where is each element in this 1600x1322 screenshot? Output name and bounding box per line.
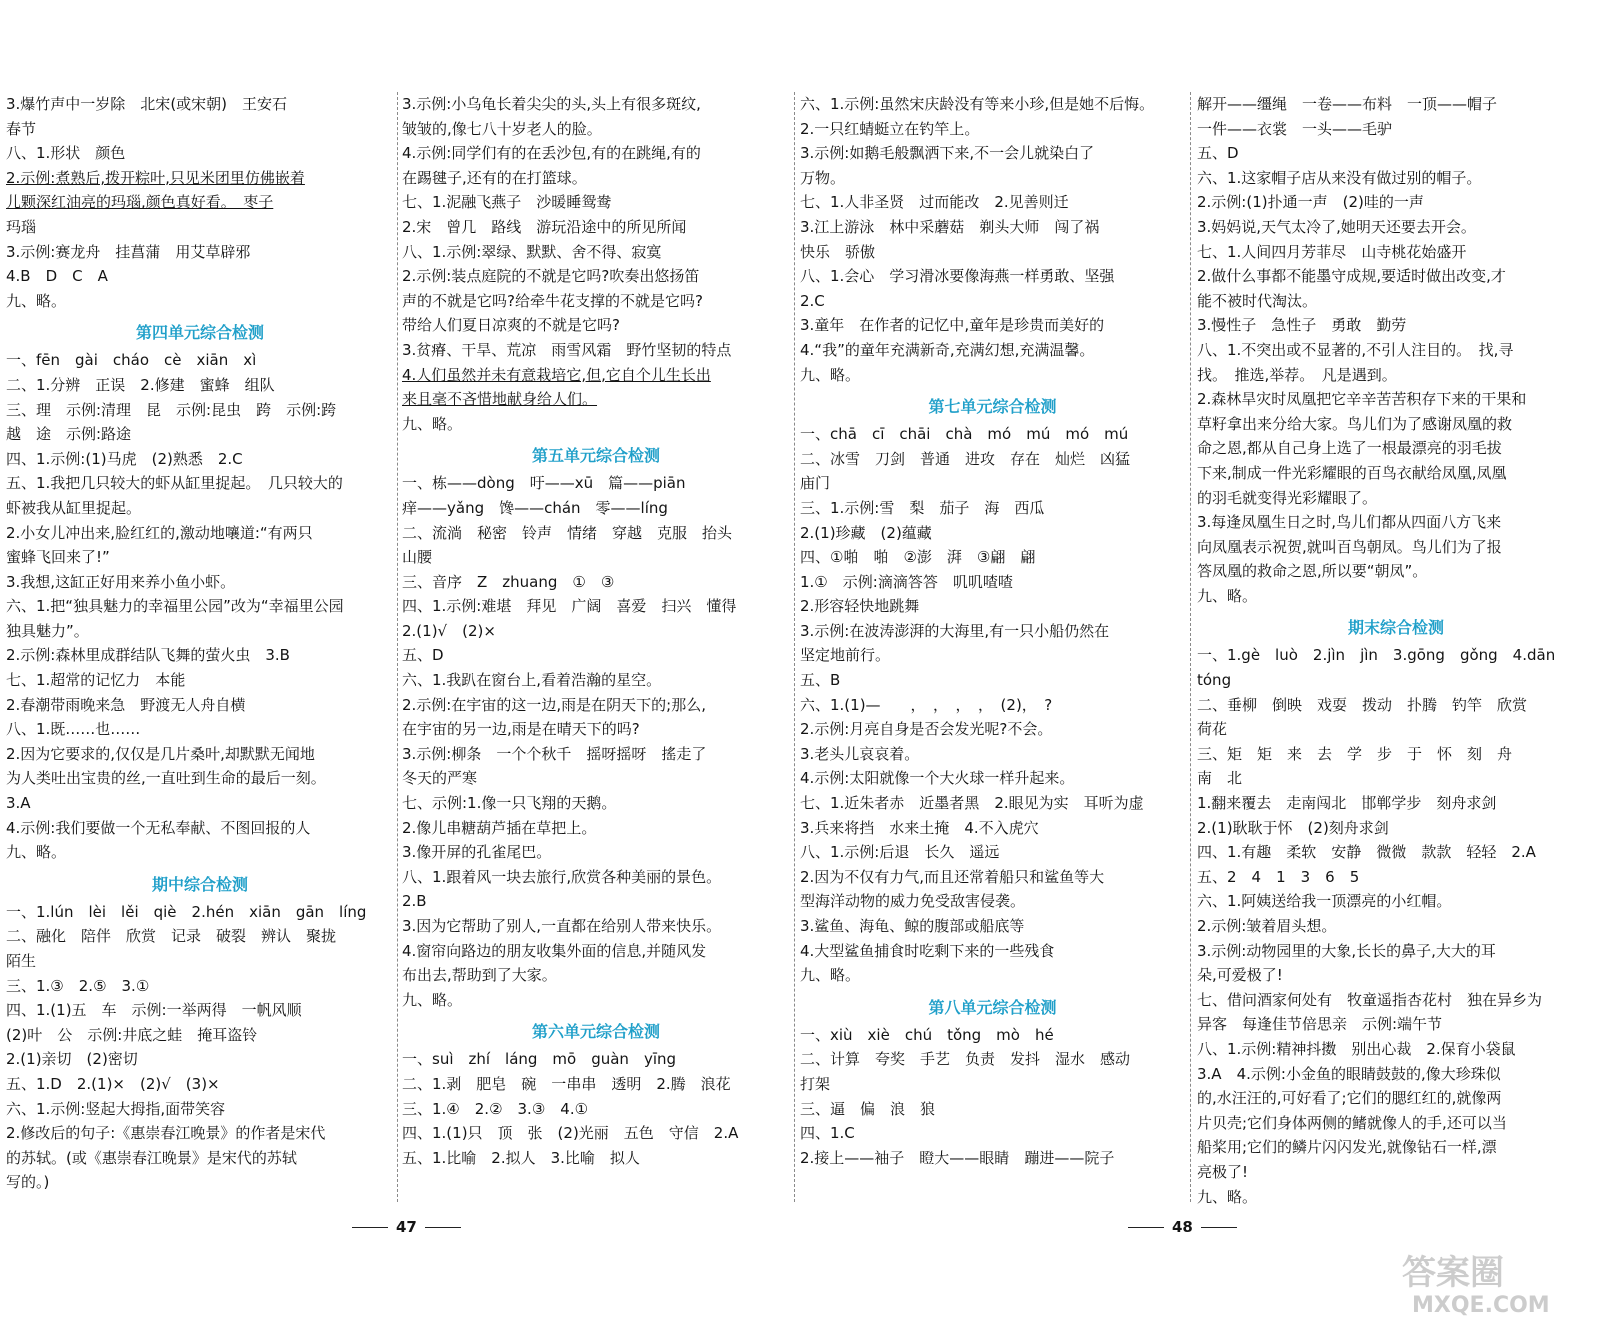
answer-line: 3.A — [6, 794, 31, 813]
answer-line: 九、略。 — [402, 990, 463, 1009]
answer-line: 2.像儿串糖葫芦插在草把上。 — [402, 818, 597, 837]
answer-line: 2.做什么事都不能墨守成规,要适时做出改变,才 — [1197, 267, 1506, 286]
answer-line: 来且毫不吝惜地献身给人们。 — [402, 390, 598, 409]
answer-line: 2.(1)亲切 (2)密切 — [6, 1050, 138, 1069]
answer-line: 命之恩,都从自己身上选了一根最漂亮的羽毛拔 — [1197, 439, 1502, 458]
answer-line: 1.翻来覆去 走南闯北 邯郸学步 刻舟求剑 — [1197, 794, 1497, 813]
column-divider — [1190, 92, 1191, 1202]
answer-line: 3.每逢凤凰生日之时,鸟儿们都从四面八方飞来 — [1197, 513, 1502, 532]
answer-line: 快乐 骄傲 — [800, 242, 876, 261]
answer-line: 2.因为不仅有力气,而且还常着船只和鲨鱼等大 — [800, 867, 1105, 886]
answer-line: 七、示例:1.像一只飞翔的天鹅。 — [402, 794, 617, 813]
answer-line: 带给人们夏日凉爽的不就是它吗? — [402, 316, 620, 335]
answer-line: 下来,制成一件光彩耀眼的百鸟衣献给凤凰,凤凰 — [1197, 463, 1507, 482]
watermark-text-2: MXQE.COM — [1412, 1293, 1550, 1318]
answer-line: 2.示例:月亮自身是否会发光呢?不会。 — [800, 720, 1053, 739]
answer-line: 声的不就是它吗?给牵牛花支撑的不就是它吗? — [402, 291, 703, 310]
answer-line: 三、逼 偏 浪 狼 — [800, 1099, 936, 1118]
answer-line: 二、融化 陪伴 欣赏 记录 破裂 辨认 聚拢 — [6, 927, 337, 946]
answer-line: 2.修改后的句子:《惠崇春江晚景》的作者是宋代 — [6, 1124, 326, 1143]
section-heading: 第六单元综合检测 — [531, 1022, 660, 1042]
answer-line: 3.慢性子 急性子 勇敢 勤劳 — [1197, 316, 1407, 335]
watermark-logo — [1398, 1248, 1592, 1318]
answer-line: 2.森林旱灾时凤凰把它辛辛苦苦积存下来的干果和 — [1197, 390, 1527, 409]
answer-line: 痒——yǎng 馋——chán 零——líng — [402, 498, 668, 517]
answer-line: 八、1.会心 学习滑冰要像海燕一样勇敢、坚强 — [800, 267, 1115, 286]
column-divider — [794, 92, 795, 1202]
answer-line: 九、略。 — [800, 365, 861, 384]
answer-line: 2.一只红蜻蜓立在钓竿上。 — [800, 119, 980, 138]
answer-line: 虾被我从缸里捉起。 — [6, 498, 142, 517]
answer-line: 2.接上——袖子 瞪大——眼睛 蹦进——院子 — [800, 1148, 1115, 1167]
answer-line: 五、B — [800, 671, 841, 690]
answer-line: 八、1.不突出或不显著的,不引人注目的。 找,寻 — [1197, 340, 1514, 359]
answer-line: 为人类吐出宝贵的丝,一直吐到生命的最后一刻。 — [6, 769, 326, 788]
answer-line: 一、xiù xiè chú tǒng mò hé — [800, 1025, 1054, 1044]
answer-line: 八、1.既……也…… — [6, 720, 141, 739]
answer-line: 3.兵来将挡 水来土掩 4.不入虎穴 — [800, 818, 1039, 837]
answer-line: 二、1.分辨 正误 2.修建 蜜蜂 组队 — [6, 375, 275, 394]
answer-line: 2.示例:在宇宙的这一边,雨是在阴天下的;那么, — [402, 695, 706, 714]
answer-line: 朵,可爱极了! — [1197, 966, 1283, 985]
answer-line: 2.示例:煮熟后,拨开粽叶,只见米团里仿佛嵌着 — [6, 168, 305, 187]
column-divider — [397, 92, 398, 1202]
answer-line: 在宇宙的另一边,雨是在晴天下的吗? — [402, 720, 640, 739]
answer-line: 2.B — [402, 892, 427, 911]
answer-line: 3.示例:小乌龟长着尖尖的头,头上有很多斑纹, — [402, 95, 701, 113]
answer-line: 3.江上游泳 林中采蘑菇 剃头大师 闯了祸 — [800, 217, 1100, 236]
answer-line: 2.C — [800, 291, 825, 310]
answer-line: 2.示例:装点庭院的不就是它吗?吹奏出悠扬笛 — [402, 267, 700, 286]
answer-line: 3.示例:动物园里的大象,长长的鼻子,大大的耳 — [1197, 941, 1496, 960]
answer-line: 四、1.有趣 柔软 安静 微微 款款 轻轻 2.A — [1197, 843, 1536, 862]
answer-line: 2.示例:皱着眉头想。 — [1197, 917, 1337, 935]
answer-line: 三、矩 矩 来 去 学 步 于 怀 刻 舟 — [1197, 744, 1513, 763]
answer-line: 四、1.示例:(1)马虎 (2)熟悉 2.C — [6, 449, 243, 468]
answer-line: 越 途 示例:路途 — [6, 425, 132, 444]
answer-line: 六、1.我趴在窗台上,看着浩瀚的星空。 — [402, 671, 662, 690]
answer-line: 七、借问酒家何处有 牧童遥指杏花村 独在异乡为 — [1197, 990, 1543, 1009]
answer-line: 布出去,帮助到了大家。 — [402, 966, 557, 985]
answer-line: 八、1.示例:后退 长久 遥远 — [800, 843, 1000, 862]
answer-line: 六、1.(1)— ， ， ， ， (2)， ? — [800, 695, 1053, 714]
answer-line: 五、1.D 2.(1)× (2)√ (3)× — [6, 1074, 220, 1093]
answer-line: 2.示例:森林里成群结队飞舞的萤火虫 3.B — [6, 646, 290, 665]
answer-line: 解开——缰绳 一卷——布料 一顶——帽子 — [1197, 95, 1498, 113]
answer-line: 四、1.(1)五 车 示例:一举两得 一帆风顺 — [6, 1001, 302, 1020]
answer-line: 一、suì zhí láng mō guàn yīng — [402, 1050, 677, 1069]
answer-line: 五、2 4 1 3 6 5 — [1197, 867, 1360, 886]
answer-line: 七、1.人间四月芳菲尽 山寺桃花始盛开 — [1197, 242, 1467, 261]
section-heading: 第八单元综合检测 — [928, 997, 1057, 1017]
answer-line: 1.① 示例:滴滴答答 叽叽喳喳 — [800, 572, 1013, 591]
answer-line: 4.示例:我们要做一个无私奉献、不图回报的人 — [6, 818, 311, 837]
answer-line: 打架 — [800, 1074, 831, 1093]
answer-line: 3.爆竹声中一岁除 北宋(或宋朝) 王安石 — [6, 95, 288, 113]
answer-line: 写的。) — [6, 1173, 50, 1192]
answer-line: 3.示例:赛龙舟 挂菖蒲 用艾草辟邪 — [6, 242, 251, 261]
answer-line: 四、1.示例:难堪 拜见 广阔 喜爱 扫兴 懂得 — [402, 597, 737, 616]
page-number-right — [1128, 1218, 1237, 1236]
answer-line: 三、1.示例:雪 梨 茄子 海 西瓜 — [800, 498, 1045, 517]
answer-line: 三、1.③ 2.⑤ 3.① — [6, 976, 150, 995]
answer-line: 草籽拿出来分给大家。鸟儿们为了感谢凤凰的救 — [1197, 414, 1513, 433]
column-2 — [402, 92, 790, 1170]
answer-line: 片贝壳;它们身体两侧的鳍就像人的手,还可以当 — [1197, 1113, 1507, 1132]
answer-line: 山腰 — [402, 548, 433, 567]
section-heading: 期末综合检测 — [1347, 618, 1444, 638]
answer-line: 4.“我”的童年充满新奇,充满幻想,充满温馨。 — [800, 340, 1095, 359]
column-3 — [800, 92, 1185, 1170]
answer-line: 3.示例:在波涛澎湃的大海里,有一只小船仍然在 — [800, 621, 1110, 640]
answer-line: 3.老头儿哀哀着。 — [800, 744, 920, 763]
answer-line: 3.贫瘠、干旱、荒凉 雨雪风霜 野竹坚韧的特点 — [402, 340, 732, 359]
answer-line: 4.示例:太阳就像一个大火球一样升起来。 — [800, 769, 1075, 788]
answer-line: 陌生 — [6, 952, 37, 970]
answer-line: 4.B D C A — [6, 267, 108, 286]
answer-line: 四、1.(1)只 顶 张 (2)光丽 五色 守信 2.A — [402, 1124, 739, 1143]
answer-line: 一、fēn gài cháo cè xiān xì — [6, 351, 257, 370]
answer-line: 一件——衣裳 一头——毛驴 — [1197, 119, 1393, 138]
answer-line: 六、1.把“独具魅力的幸福里公园”改为“幸福里公园 — [6, 597, 344, 616]
answer-line: 的羽毛就变得光彩耀眼了。 — [1197, 488, 1378, 507]
answer-line: 九、略。 — [6, 291, 67, 310]
page-number-left — [352, 1218, 461, 1236]
answer-line: 2.宋 曾几 路线 游玩沿途中的所见所闻 — [402, 217, 687, 236]
watermark-text-1: 答案圈 — [1402, 1253, 1504, 1293]
answer-line: 七、1.人非圣贤 过而能改 2.见善则迁 — [800, 193, 1069, 212]
column-1 — [6, 92, 394, 1195]
section-heading: 第五单元综合检测 — [531, 446, 660, 466]
answer-line: 南 北 — [1197, 769, 1243, 788]
answer-line: 一、1.gè luò 2.jìn jìn 3.gōng gǒng 4.dān — [1197, 646, 1556, 665]
answer-line: 3.童年 在作者的记忆中,童年是珍贵而美好的 — [800, 316, 1105, 335]
answer-line: 2.春潮带雨晚来急 野渡无人舟自横 — [6, 695, 246, 714]
answer-line: 向凤凰表示祝贺,就叫百鸟朝凤。鸟儿们为了报 — [1197, 537, 1502, 556]
answer-line: 春节 — [6, 119, 37, 138]
answer-line: 2.示例:(1)扑通一声 (2)哇的一声 — [1197, 193, 1424, 212]
answer-line: 荷花 — [1197, 720, 1228, 739]
answer-line: 4.人们虽然并未有意栽培它,但,它自个儿生长出 — [402, 365, 711, 384]
answer-line: 的,水汪汪的,可好看了;它们的腮红红的,就像两 — [1197, 1089, 1502, 1108]
section-heading: 第七单元综合检测 — [928, 397, 1057, 417]
answer-line: 庙门 — [800, 474, 831, 493]
answer-line: 答凤凰的救命之恩,所以要“朝凤”。 — [1197, 562, 1428, 581]
answer-line: 四、①啪 啪 ②澎 湃 ③翩 翩 — [800, 548, 1036, 567]
answer-line: 玛瑙 — [6, 217, 37, 236]
answer-line: 4.示例:同学们有的在丢沙包,有的在跳绳,有的 — [402, 144, 701, 163]
answer-line: 九、略。 — [1197, 1187, 1258, 1206]
answer-line: 2.(1)耿耿于怀 (2)刻舟求剑 — [1197, 818, 1389, 837]
page-number-left-text: 47 — [396, 1218, 417, 1236]
answer-line: 五、D — [1197, 144, 1239, 163]
answer-line: 二、冰雪 刀剑 普通 进攻 存在 灿烂 凶猛 — [800, 449, 1131, 468]
answer-line: 六、1.示例:竖起大拇指,面带笑容 — [6, 1099, 226, 1118]
answer-line: 能不被时代淘汰。 — [1197, 291, 1318, 310]
answer-line: 六、1.这家帽子店从来没有做过别的帽子。 — [1197, 168, 1482, 187]
answer-line: 二、流淌 秘密 铃声 情绪 穿越 克服 抬头 — [402, 523, 733, 542]
answer-line: 三、音序 Z zhuang ① ③ — [402, 572, 615, 591]
answer-line: 三、理 示例:清理 昆 示例:昆虫 跨 示例:跨 — [6, 400, 337, 419]
answer-line: (2)叶 公 示例:井底之蛙 掩耳盗铃 — [6, 1025, 258, 1044]
answer-line: 九、略。 — [800, 966, 861, 985]
answer-line: 九、略。 — [402, 414, 463, 433]
section-heading: 第四单元综合检测 — [135, 323, 264, 343]
answer-line: 二、垂柳 倒映 戏耍 拨动 扑腾 钓竿 欣赏 — [1197, 695, 1528, 714]
answer-line: 六、1.示例:虽然宋庆龄没有等来小珍,但是她不后悔。 — [800, 95, 1155, 113]
answer-line: 七、1.超常的记忆力 本能 — [6, 671, 186, 690]
answer-line: 五、1.比喻 2.拟人 3.比喻 拟人 — [402, 1148, 640, 1167]
answer-line: 二、1.剥 肥皂 碗 一串串 透明 2.腾 浪花 — [402, 1074, 731, 1093]
answer-line: 坚定地前行。 — [800, 646, 891, 665]
answer-line: 一、栋——dòng 吁——xū 篇——piān — [402, 474, 686, 493]
answer-line: 三、1.④ 2.② 3.③ 4.① — [402, 1099, 589, 1118]
answer-line: 万物。 — [800, 168, 846, 187]
answer-line: 2.因为它要求的,仅仅是几片桑叶,却默默无闻地 — [6, 744, 315, 763]
answer-line: 四、1.C — [800, 1124, 855, 1143]
answer-line: 一、1.lún lèi lěi qiè 2.hén xiān gān líng — [6, 902, 367, 921]
answer-line: 的苏轼。(或《惠崇春江晚景》是宋代的苏轼 — [6, 1148, 297, 1167]
answer-line: 异客 每逢佳节倍思亲 示例:端午节 — [1197, 1015, 1443, 1034]
answer-line: 3.A 4.示例:小金鱼的眼睛鼓鼓的,像大珍珠似 — [1197, 1064, 1501, 1083]
answer-line: 五、D — [402, 646, 444, 665]
answer-line: 2.(1)√ (2)× — [402, 621, 496, 640]
answer-line: 七、1.泥融飞燕子 沙暖睡鸳鸯 — [402, 193, 612, 212]
answer-line: 3.妈妈说,天气太冷了,她明天还要去开会。 — [1197, 217, 1476, 236]
answer-line: 独具魅力”。 — [6, 621, 89, 640]
answer-line: 二、计算 夸奖 手艺 负责 发抖 湿水 感动 — [800, 1050, 1131, 1069]
answer-line: 蜜蜂飞回来了!” — [6, 548, 110, 567]
answer-line: 七、1.近朱者赤 近墨者黑 2.眼见为实 耳听为虚 — [800, 794, 1144, 813]
answer-line: 2.形容轻快地跳舞 — [800, 597, 920, 616]
answer-line: 皱皱的,像七八十岁老人的脸。 — [402, 119, 602, 138]
answer-line: 在踢毽子,还有的在打篮球。 — [402, 168, 587, 187]
answer-line: 3.示例:柳条 一个个秋千 摇呀摇呀 搖走了 — [402, 744, 707, 763]
answer-line: 儿颗深红油亮的玛瑙,颜色真好看。 枣子 — [6, 193, 274, 212]
answer-line: tóng — [1197, 671, 1232, 690]
answer-line: 4.窗帘向路边的朋友收集外面的信息,并随风发 — [402, 941, 707, 960]
answer-line: 八、1.形状 颜色 — [6, 144, 126, 163]
page-number-right-text: 48 — [1172, 1218, 1193, 1236]
answer-line: 八、1.跟着风一块去旅行,欣赏各种美丽的景色。 — [402, 867, 722, 886]
column-4 — [1197, 92, 1595, 1209]
answer-line: 型海洋动物的威力免受敌害侵袭。 — [800, 892, 1026, 911]
answer-line: 4.大型鲨鱼捕食时吃剩下来的一些残食 — [800, 941, 1055, 960]
answer-line: 九、略。 — [6, 843, 67, 862]
answer-line: 3.鲨鱼、海龟、鲸的腹部或船底等 — [800, 917, 1025, 935]
answer-line: 找。 推选,举荐。 凡是遇到。 — [1197, 365, 1397, 384]
answer-line: 船桨用;它们的鳞片闪闪发光,就像钻石一样,漂 — [1197, 1138, 1497, 1157]
answer-line: 2.(1)珍藏 (2)蕴藏 — [800, 523, 932, 542]
answer-line: 一、chā cī chāi chà mó mú mó mú — [800, 425, 1129, 444]
answer-line: 亮极了! — [1197, 1162, 1249, 1181]
answer-line: 冬天的严寒 — [402, 769, 478, 788]
answer-line: 九、略。 — [1197, 586, 1258, 605]
answer-line: 3.示例:如鹅毛般飘洒下来,不一会儿就染白了 — [800, 144, 1095, 163]
answer-line: 3.像开屏的孔雀尾巴。 — [402, 843, 552, 862]
answer-line: 八、1.示例:翠绿、默默、舍不得、寂寞 — [402, 242, 662, 261]
answer-line: 五、1.我把几只较大的虾从缸里捉起。 几只较大的 — [6, 474, 343, 493]
answer-line: 六、1.阿姨送给我一顶漂亮的小红帽。 — [1197, 892, 1452, 911]
answer-line: 2.小女儿冲出来,脸红红的,激动地嚷道:“有两只 — [6, 523, 313, 542]
section-heading: 期中综合检测 — [151, 874, 248, 894]
answer-line: 3.因为它帮助了别人,一直都在给别人带来快乐。 — [402, 917, 722, 935]
answer-line: 八、1.示例:精神抖擞 别出心裁 2.保育小袋鼠 — [1197, 1039, 1516, 1058]
answer-line: 3.我想,这缸正好用来养小鱼小虾。 — [6, 572, 236, 591]
